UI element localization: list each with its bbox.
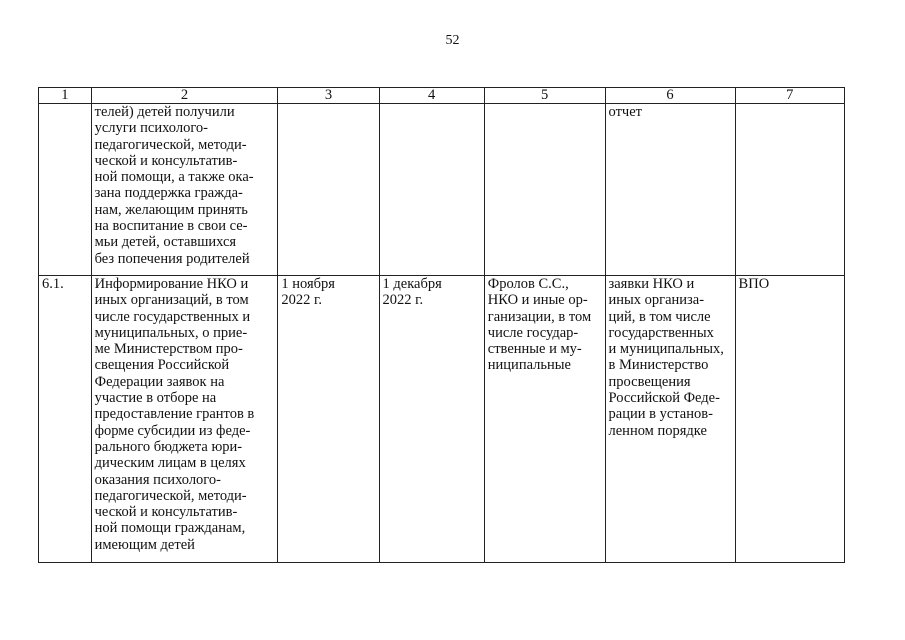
result-cell: отчет [605, 104, 735, 276]
col7-cell [735, 104, 844, 276]
table-row [39, 104, 845, 276]
table-header-row [39, 88, 845, 104]
page-number: 52 [445, 33, 460, 48]
header-col-6: 6 [605, 88, 735, 104]
col7-cell: ВПО [735, 276, 844, 563]
row-number-cell: 6.1. [39, 276, 92, 563]
start-date-cell: 1 ноября 2022 г. [278, 276, 379, 563]
header-col-4: 4 [379, 88, 484, 104]
header-col-1: 1 [39, 88, 92, 104]
header-col-2: 2 [91, 88, 278, 104]
header-col-7: 7 [735, 88, 844, 104]
header-col-3: 3 [278, 88, 379, 104]
table-row [39, 276, 845, 563]
activity-cell: телей) детей получили услуги психолого- педагогической, методи- ческой и консультатив- ной помощи, а также ока- зана поддержка гражда- нам, желающим принять на воспитание в свои се- мьи детей, оставшихся без попечения родителей [91, 104, 278, 276]
end-date-cell [379, 104, 484, 276]
result-cell: заявки НКО и иных организа- ций, в том числе государственных и муниципальных, в Министерство просвещения Российской Феде- рации в установ- ленном порядке [605, 276, 735, 563]
row-number-cell [39, 104, 92, 276]
activity-cell: Информирование НКО и иных организаций, в том числе государственных и муниципальных, о прие- ме Министерством про- свещения Российской Федерации заявок на участие в отборе на предоставление грантов в форме субсидии из феде- рального бюджета юри- дическим лицам в целях оказания психолого- педагогической, методи- ческой и консультатив- ной помощи гражданам, имеющим детей [91, 276, 278, 563]
header-col-5: 5 [484, 88, 605, 104]
start-date-cell [278, 104, 379, 276]
responsible-cell [484, 104, 605, 276]
responsible-cell: Фролов С.С., НКО и иные ор- ганизации, в том числе государ- ственные и му- ниципальные [484, 276, 605, 563]
plan-table [38, 87, 845, 563]
end-date-cell: 1 декабря 2022 г. [379, 276, 484, 563]
